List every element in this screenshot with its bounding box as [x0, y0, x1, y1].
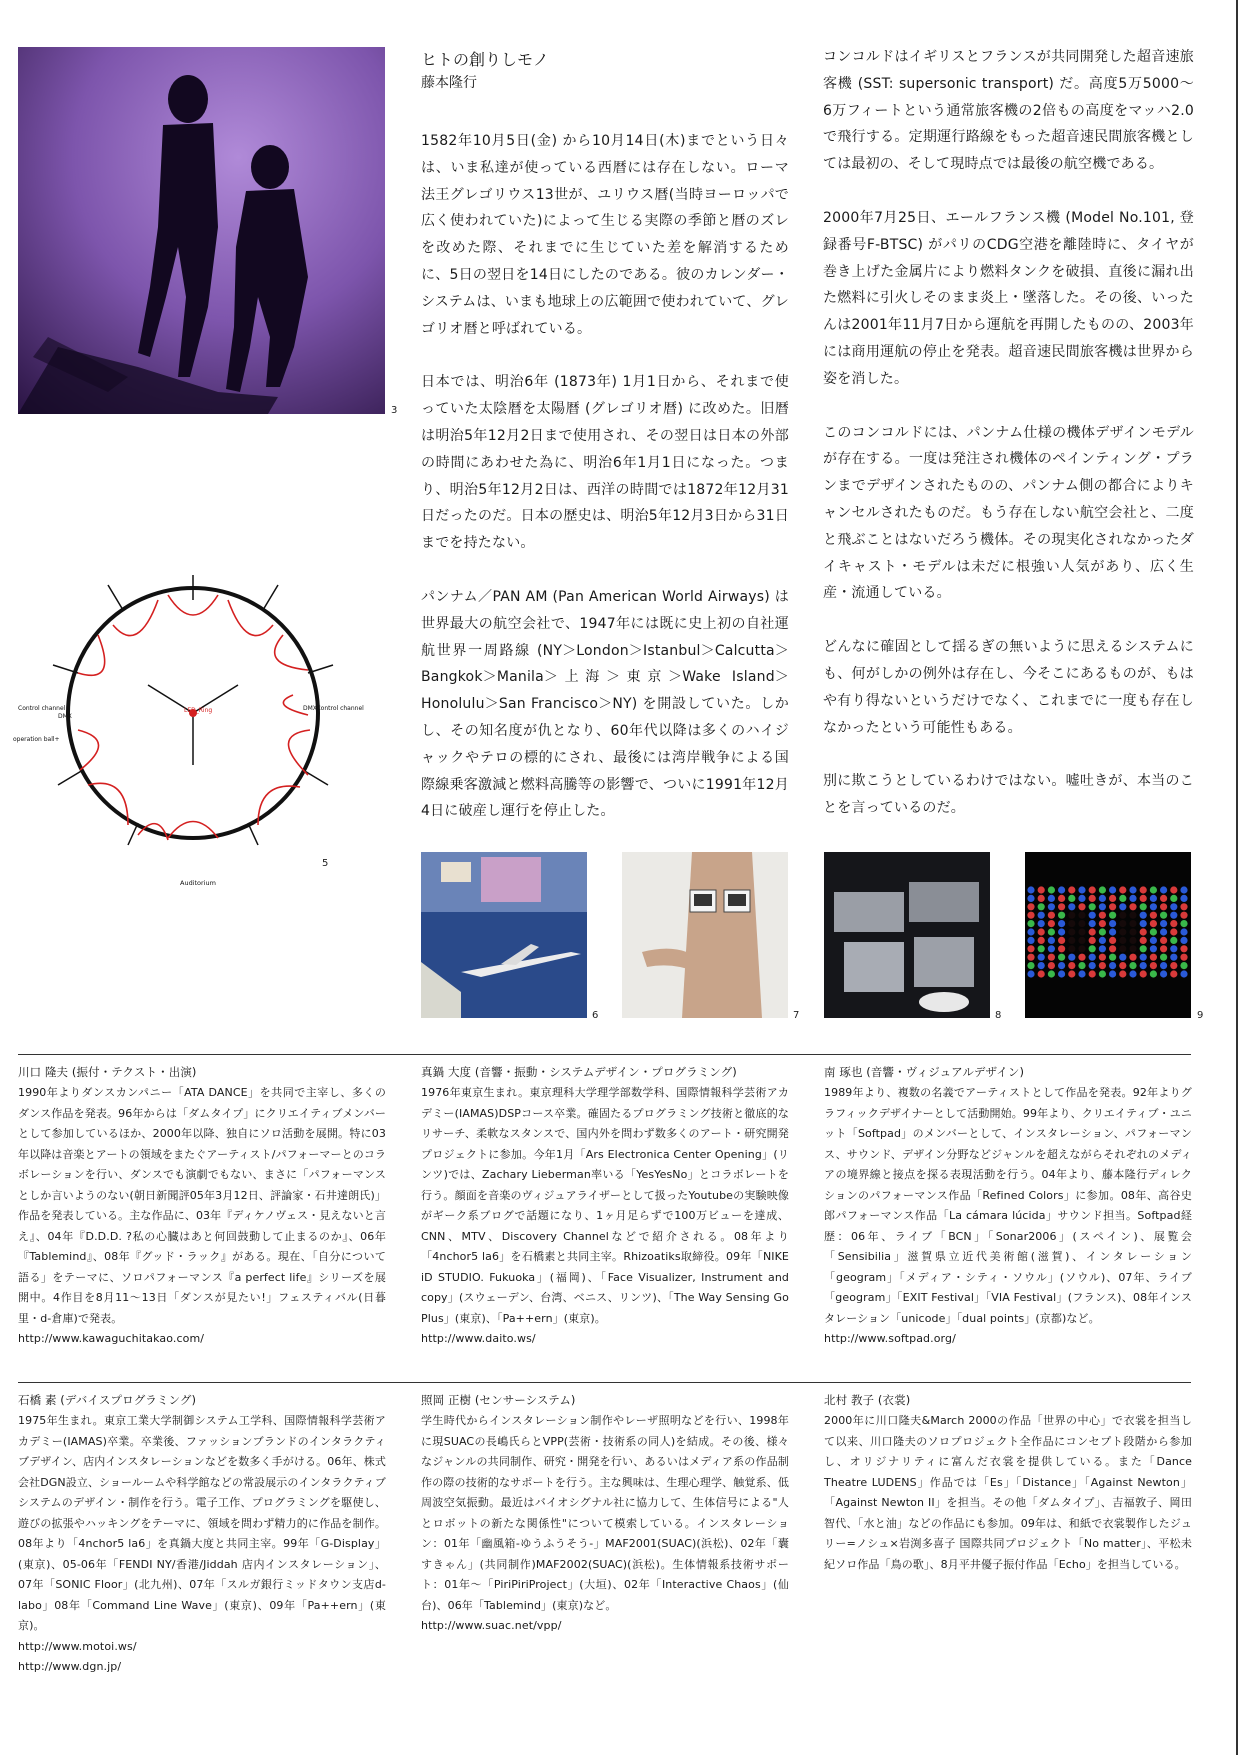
led-dot: [1048, 928, 1055, 935]
led-dot: [1150, 954, 1157, 961]
bio-url-link[interactable]: http://www.suac.net/vpp/: [421, 1619, 562, 1632]
led-dot: [1027, 970, 1034, 977]
left-channel-sub: DMX: [58, 713, 72, 720]
led-dot: [1180, 928, 1187, 935]
led-dot: [1129, 886, 1136, 893]
led-dot: [1150, 886, 1157, 893]
led-dot: [1109, 945, 1116, 952]
ring-arcs: [78, 595, 310, 840]
led-dot: [1180, 903, 1187, 910]
led-dot: [1160, 912, 1167, 919]
led-dot: [1170, 912, 1177, 919]
led-dot: [1170, 945, 1177, 952]
led-dot: [1140, 945, 1147, 952]
led-dot: [1048, 886, 1055, 893]
led-dot: [1038, 912, 1045, 919]
led-dot: [1180, 945, 1187, 952]
bio-name: 真鍋 大度 (音響・振動・システムデザイン・プログラミング): [421, 1065, 737, 1079]
essay-column-2: [823, 44, 1194, 849]
led-dot: [1109, 895, 1116, 902]
led-dot: [1099, 945, 1106, 952]
operation-label: operation ball+: [13, 736, 60, 743]
led-dot: [1140, 970, 1147, 977]
led-dot: [1068, 912, 1075, 919]
led-dot: [1109, 886, 1116, 893]
led-dot: [1058, 886, 1065, 893]
led-dot: [1078, 928, 1085, 935]
left-channel-label: Control channel: [18, 705, 66, 712]
led-dot: [1089, 954, 1096, 961]
led-dot: [1038, 886, 1045, 893]
led-dot: [1068, 945, 1075, 952]
led-dot: [1089, 903, 1096, 910]
led-dot: [1140, 954, 1147, 961]
led-dot: [1160, 954, 1167, 961]
led-dot: [1129, 903, 1136, 910]
led-dot: [1089, 895, 1096, 902]
led-dot: [1089, 962, 1096, 969]
led-dot: [1048, 895, 1055, 902]
led-dot: [1099, 886, 1106, 893]
led-dot: [1078, 912, 1085, 919]
bio-body: 1989年より、複数の名義でアーティストとして作品を発表。92年よりグラフィックデザイナーとして活動開始。99年より、クリエイティブ・ユニット「Softpad」のメンバーとして、インスタレーション、パフォーマンス、サウンド、デザイン分野などジャンルを超えながらそれぞれのメディアの境界線と接点を探る表現活動を行う。04年より、藤本隆行ディレクションのパフォーマンス作品「Refined Colors」に参加。08年、高谷史郎パフォーマンス作品「La cámara lúcida」サウンド担当。Softpad経歴：06年、ライブ「BCN」「Sonar2006」(スペイン)、展覧会「Sensibilia」滋賀県立近代美術館(滋賀)、インタレーション「geogram」「メディア・シティ・ソウル」(ソウル)、07年、ライブ「geogram」「EXIT Festival」「VIA Festival」(フランス)、08年インスタレーション「unicode」「dual points」(京都)など。: [824, 1086, 1192, 1325]
led-dot: [1129, 920, 1136, 927]
led-dot: [1160, 970, 1167, 977]
led-dot: [1160, 886, 1167, 893]
led-dot: [1058, 945, 1065, 952]
led-dot: [1180, 895, 1187, 902]
led-dot: [1129, 928, 1136, 935]
figure-number-8: 8: [995, 1010, 1002, 1021]
led-dot: [1180, 920, 1187, 927]
bio-url-link[interactable]: http://www.kawaguchitakao.com/: [18, 1332, 205, 1345]
led-dot: [1140, 962, 1147, 969]
bio-body: 学生時代からインスタレーション制作やレーザ照明などを行い、1998年に現SUACの長嶋氏らとVPP(芸術・技術系の同人)を結成。その後、様々なジャンルの共同制作、研究・開発を行い、あるいはメディア系の作品制作の際の技術的なサポートを行う。主な興味は、生理心理学、触覚系、低周波空気振動。最近はバイオシグナル社に協力して、生体信号による"人とロボットの新たな関係性"について模索している。インスタレーション：01年「幽風箱-ゆうふうそう-」MAF2001(SUAC)(浜松)、02年「囊すきゃん」(共同制作)MAF2002(SUAC)(浜松)。生体情報系技術サポート：01年〜「PiriPiriProject」(大垣)、02年「Interactive Chaos」(仙台)、06年「Tablemind」(東京)など。: [421, 1414, 789, 1612]
led-dot: [1170, 886, 1177, 893]
led-dot: [1048, 912, 1055, 919]
bio-minami: [824, 1062, 1192, 1350]
led-dot: [1109, 970, 1116, 977]
led-dot: [1048, 903, 1055, 910]
bio-url-link[interactable]: http://www.softpad.org/: [824, 1332, 956, 1345]
led-dot: [1027, 962, 1034, 969]
led-dot: [1048, 954, 1055, 961]
led-dot: [1140, 937, 1147, 944]
led-dot: [1119, 903, 1126, 910]
essay-paragraph: 日本では、明治6年 (1873年) 1月1日から、それまで使っていた太陰暦を太陽暦 (グレゴリオ暦) に改めた。旧暦は明治5年12月2日まで使用され、その翌日は日本の外部の時間にあわせた為に、明治6年1月1日になった。つまり、明治5年12月2日は、西洋の時間では1872年12月31日だったのだ。日本の歴史は、明治5年12月3日から31日までを持たない。: [421, 374, 789, 552]
led-dot: [1119, 928, 1126, 935]
bio-divider-middle: [18, 1382, 1191, 1383]
led-dot: [1140, 912, 1147, 919]
page-edge-rule: [1236, 0, 1238, 1755]
led-dot: [1068, 920, 1075, 927]
center-label: LED_Ring: [184, 707, 213, 714]
led-dot: [1170, 954, 1177, 961]
essay-header: [421, 49, 549, 93]
led-dot: [1027, 886, 1034, 893]
led-dot: [1038, 945, 1045, 952]
led-dot: [1099, 962, 1106, 969]
led-dot: [1119, 970, 1126, 977]
led-dot: [1170, 895, 1177, 902]
led-dot: [1180, 912, 1187, 919]
dancer-silhouette-photo: [18, 47, 385, 414]
led-dot: [1109, 912, 1116, 919]
led-dot: [1099, 912, 1106, 919]
led-dot: [1048, 937, 1055, 944]
led-dot: [1038, 937, 1045, 944]
led-dot: [1109, 954, 1116, 961]
led-dot: [1027, 954, 1034, 961]
led-dot: [1150, 970, 1157, 977]
auditorium-label: Auditorium: [180, 879, 216, 887]
bio-teruoka: [421, 1390, 789, 1637]
led-dot: [1119, 937, 1126, 944]
led-dot: [1078, 945, 1085, 952]
led-dot: [1119, 912, 1126, 919]
led-dot: [1170, 903, 1177, 910]
bio-name: 北村 教子 (衣裳): [824, 1393, 911, 1407]
led-dot: [1109, 903, 1116, 910]
led-dot: [1150, 912, 1157, 919]
led-dot: [1160, 945, 1167, 952]
led-dot: [1058, 937, 1065, 944]
led-dot: [1129, 954, 1136, 961]
led-dot: [1160, 920, 1167, 927]
led-dot: [1180, 970, 1187, 977]
led-dot: [1027, 928, 1034, 935]
wearable-device-photo: [622, 852, 788, 1018]
led-dot: [1160, 962, 1167, 969]
bio-name: 照岡 正樹 (センサーシステム): [421, 1393, 576, 1407]
led-dot: [1048, 945, 1055, 952]
led-dot: [1170, 920, 1177, 927]
led-dot: [1048, 962, 1055, 969]
led-matrix-photo: [1025, 852, 1191, 1018]
led-dot: [1068, 970, 1075, 977]
led-dot: [1150, 920, 1157, 927]
led-dot: [1150, 895, 1157, 902]
led-dot: [1170, 970, 1177, 977]
led-dot: [1150, 928, 1157, 935]
led-dot: [1099, 903, 1106, 910]
led-dot: [1180, 962, 1187, 969]
led-dot: [1099, 895, 1106, 902]
essay-column-1: [421, 128, 789, 852]
led-dot: [1140, 928, 1147, 935]
led-dot: [1089, 912, 1096, 919]
led-dot: [1038, 895, 1045, 902]
led-dot: [1129, 970, 1136, 977]
led-dot: [1180, 954, 1187, 961]
led-dot: [1140, 895, 1147, 902]
led-dot: [1099, 928, 1106, 935]
led-dot: [1089, 970, 1096, 977]
led-dot: [1058, 928, 1065, 935]
led-dot: [1038, 970, 1045, 977]
led-dot: [1170, 937, 1177, 944]
led-dot: [1068, 903, 1075, 910]
led-dot: [1160, 895, 1167, 902]
led-dot: [1160, 903, 1167, 910]
concorde-model-photo: [421, 852, 587, 1018]
led-dot: [1078, 962, 1085, 969]
essay-paragraph: パンナム／PAN AM (Pan American World Airways) は世界最大の航空会社で、1947年には既に史上初の自社運航世界一周路線 (NY＞London＞Istanbul＞Calcutta＞Bangkok＞Manila＞上海＞東京＞Wake Island＞Honolulu＞San Francisco＞NY) を開設していた。しかし、その知名度が仇となり、60年代以降は多くのハイジャックやテロの標的にされ、最後には湾岸戦争による国際線乗客激減と燃料高騰等の影響で、ついに1991年12月4日に破産し運行を停止した。: [421, 588, 789, 820]
led-dot: [1027, 912, 1034, 919]
led-dot: [1129, 962, 1136, 969]
speaker-array-photo: [824, 852, 990, 1018]
led-dot: [1038, 920, 1045, 927]
led-dot: [1089, 928, 1096, 935]
led-dot: [1058, 962, 1065, 969]
led-dot: [1150, 962, 1157, 969]
bio-body: 2000年に川口隆夫&March 2000の作品「世界の中心」で衣裳を担当して以来、川口隆夫のソロプロジェクト全作品にコンセプト段階から参加し、オリジナリティに富んだ衣裳を提供している。また「Dance Theatre LUDENS」作品では「Es」「Distance」「Against Newton」「Against Newton II」を担当。その他「ダムタイプ」、吉福敦子、岡田智代、「水と油」などの作品にも参加。09年は、和紙で衣裳製作したジュリー=ノシュ×岩渕多喜子 国際共同プロジェクト「No matter」、平松未紀ソロ作品「鳥の歌」、8月平井優子振付作品「Echo」を担当している。: [824, 1414, 1192, 1571]
led-dot: [1150, 937, 1157, 944]
figure-number-5: 5: [322, 858, 329, 869]
led-dot: [1180, 886, 1187, 893]
led-dot: [1038, 962, 1045, 969]
led-dot: [1160, 937, 1167, 944]
led-dot: [1078, 937, 1085, 944]
led-dot: [1027, 903, 1034, 910]
essay-paragraph: どんなに確固として揺るぎの無いように思えるシステムにも、何がしかの例外は存在し、今そこにあるものが、もはや有り得ないというだけでなく、これまでに一度も存在しなかったという可能性もある。: [823, 639, 1194, 736]
bio-url-link-2[interactable]: http://www.dgn.jp/: [18, 1660, 122, 1673]
bio-manabe: [421, 1062, 789, 1350]
essay-paragraph: 2000年7月25日、エールフランス機 (Model No.101, 登録番号F-BTSC) がパリのCDG空港を離陸時に、タイヤが巻き上げた金属片により燃料タンクを破損、直後に漏れ出た燃料に引火しそのまま炎上・墜落した。その後、いったんは2001年11月7日から運航を再開したものの、2003年には商用運航の停止を発表。超音速民間旅客機は世界から姿を消した。: [823, 209, 1194, 387]
led-dot: [1068, 962, 1075, 969]
bio-body: 1976年東京生まれ。東京理科大学理学部数学科、国際情報科学芸術アカデミー(IAMAS)DSPコース卒業。確固たるプログラミング技術と徹底的なリサーチ、柔軟なスタンスで、国内外を問わず数多くのアート・研究開発プロジェクトに参加。今年1月「Ars Electronica Center Opening」(リンツ)では、Zachary Lieberman率いる「YesYesNo」とコラボレートを行う。顔面を音楽のヴィジュアライザーとして扱ったYoutubeの実験映像がギーク系ブログで話題になり、1ヶ月足らずで100万ビューを達成、CNN、MTV、Discovery Channelなどで紹介される。08年より「4nchor5 la6」を石橋素と共同主宰。Rhizoatiks取締役。09年「NIKE iD STUDIO. Fukuoka」(福岡)、「Face Visualizer, Instrument and copy」(スウェーデン、台湾、ベニス、リンツ)、「The Way Sensing Go Plus」(東京)、「Pa++ern」(東京)。: [421, 1086, 789, 1325]
essay-paragraph: 1582年10月5日(金) から10月14日(木)までという日々は、いま私達が使っている西暦には存在しない。ローマ法王グレゴリウス13世が、ユリウス暦(当時ヨーロッパで広く使われていた)によって生じる実際の季節と暦のズレを改めた際、それまでに生じていた差を解消するために、5日の翌日を14日にしたのである。彼のカレンダー・システムは、いまも地球上の広範囲で使われていて、グレゴリオ暦と呼ばれている。: [421, 133, 789, 337]
led-dot: [1027, 920, 1034, 927]
led-dot: [1048, 970, 1055, 977]
led-dot: [1129, 912, 1136, 919]
essay-author: 藤本隆行: [421, 75, 477, 91]
led-dot: [1109, 962, 1116, 969]
led-dot: [1180, 937, 1187, 944]
bio-name: 川口 隆夫 (振付・テクスト・出演): [18, 1065, 197, 1079]
led-dot: [1048, 920, 1055, 927]
bio-divider-top: [18, 1054, 1191, 1055]
led-dot: [1129, 937, 1136, 944]
led-dot: [1099, 920, 1106, 927]
led-dot: [1068, 895, 1075, 902]
led-dot: [1068, 886, 1075, 893]
led-dot: [1119, 895, 1126, 902]
led-dot: [1129, 945, 1136, 952]
led-dot: [1058, 970, 1065, 977]
led-dot: [1119, 945, 1126, 952]
led-dot: [1099, 970, 1106, 977]
led-dot: [1109, 928, 1116, 935]
figure-number-6: 6: [592, 1010, 599, 1021]
led-dot: [1078, 970, 1085, 977]
bio-kitamura: [824, 1390, 1192, 1575]
led-dot: [1078, 920, 1085, 927]
led-dot: [1027, 895, 1034, 902]
essay-title: ヒトの創りしモノ: [421, 50, 549, 69]
led-dot: [1140, 903, 1147, 910]
led-dot: [1099, 937, 1106, 944]
led-dot: [1078, 903, 1085, 910]
led-dot: [1140, 920, 1147, 927]
bio-kawaguchi: [18, 1062, 386, 1350]
led-dot: [1078, 886, 1085, 893]
led-dot: [1058, 954, 1065, 961]
right-channel-label: DMXControl channel: [303, 705, 364, 712]
led-dot: [1038, 954, 1045, 961]
figure-number-7: 7: [793, 1010, 800, 1021]
led-dot: [1058, 912, 1065, 919]
led-dot: [1119, 920, 1126, 927]
led-dot: [1068, 937, 1075, 944]
led-dot: [1129, 895, 1136, 902]
bio-url-link[interactable]: http://www.daito.ws/: [421, 1332, 536, 1345]
led-dot: [1089, 945, 1096, 952]
bio-name: 石橋 素 (デバイスプログラミング): [18, 1393, 197, 1407]
led-dot: [1170, 928, 1177, 935]
bio-url-link[interactable]: http://www.motoi.ws/: [18, 1639, 137, 1653]
led-dot: [1099, 954, 1106, 961]
led-dot: [1109, 920, 1116, 927]
led-dot: [1140, 886, 1147, 893]
led-dot: [1089, 886, 1096, 893]
led-dot: [1109, 937, 1116, 944]
led-dot: [1078, 954, 1085, 961]
figure-number-9: 9: [1197, 1010, 1204, 1021]
led-dot: [1089, 937, 1096, 944]
bio-name: 南 琢也 (音響・ヴィジュアルデザイン): [824, 1065, 1025, 1079]
bio-ishibashi: [18, 1390, 386, 1678]
led-dot: [1160, 928, 1167, 935]
led-dot: [1170, 962, 1177, 969]
dmx-channel-ring-diagram: [13, 555, 364, 890]
led-dot: [1150, 945, 1157, 952]
led-dot: [1119, 954, 1126, 961]
led-dot: [1038, 903, 1045, 910]
led-dot: [1089, 920, 1096, 927]
led-dot: [1119, 962, 1126, 969]
essay-paragraph: このコンコルドには、パンナム仕様の機体デザインモデルが存在する。一度は発注され機体のペインティング・プランまでデザインされたものの、パンナム側の都合によりキャンセルされたものだ。もう存在しない航空会社と、二度と飛ぶことはないだろう機体。その現実化されなかったダイキャスト・モデルは未だに根強い人気があり、広く生産・流通している。: [823, 424, 1194, 602]
essay-paragraph: コンコルドはイギリスとフランスが共同開発した超音速旅客機 (SST: supersonic transport) だ。高度5万5000〜6万フィートという通常旅客機の2倍もの高度をマッハ2.0で飛行する。定期運行路線をもった超音速民間旅客機としては最初の、そして現時点では最後の航空機である。: [823, 49, 1194, 173]
led-dot: [1027, 945, 1034, 952]
led-dot: [1058, 903, 1065, 910]
led-dot: [1027, 937, 1034, 944]
bio-body: 1990年よりダンスカンパニー「ATA DANCE」を共同で主宰し、多くのダンス作品を発表。96年からは「ダムタイプ」にクリエイティブメンバーとして参加しているほか、2000年以降、独自にソロ活動を展開。特に03年以降は音楽とアートの領域をまたぐアーティスト/パフォーマーとのコラボレーションを行い、ダンスでも演劇でもない、まさに「パフォーマンスとしか言いようのない(朝日新聞評05年3月12日、評論家・石井達朗氏)」作品を発表している。主な作品に、03年『ディケノヴェス・見えないと言え』、04年『D.D.D. ?私の心臓はあと何回鼓動して止まるのか』、06年『Tablemind』、08年『グッド・ラック』がある。現在、「自分について語る」をテーマに、ソロパフォーマンス『a perfect life』シリーズを展開中。4作目を8月11〜13日「ダンスが見たい!」フェスティバル(日暮里・d-倉庫)で発表。: [18, 1086, 387, 1325]
bio-body: 1975年生まれ。東京工業大学制御システム工学科、国際情報科学芸術アカデミー(IAMAS)卒業。卒業後、ファッションブランドのインタラクティブデザイン、店内インスタレーションなどを数多く手がける。06年、株式会社DGN設立、ショールームや科学館などの常設展示のインタラクティブシステムのデザイン・制作を行う。電子工作、プログラミングを駆使し、遊びの拡張やハッキングをテーマに、領域を問わず精力的に作品を制作。08年より「4nchor5 la6」を真鍋大度と共同主宰。99年「G-Display」(東京)、05-06年「FENDI NY/香港/Jiddah 店内インスタレーション」、07年「SONIC Floor」(北九州)、07年「スルガ銀行ミッドタウン支店d-labo」08年「Command Line Wave」(東京)、09年「Pa++ern」(東京)。: [18, 1414, 386, 1632]
led-dot: [1068, 928, 1075, 935]
led-dot: [1058, 895, 1065, 902]
led-dot: [1068, 954, 1075, 961]
led-dot: [1150, 903, 1157, 910]
led-dot: [1038, 928, 1045, 935]
essay-paragraph: 別に欺こうとしているわけではない。嘘吐きが、本当のことを言っているのだ。: [823, 773, 1194, 817]
led-dot: [1119, 886, 1126, 893]
figure-number-3: 3: [391, 405, 398, 416]
led-dot: [1058, 920, 1065, 927]
led-dot: [1078, 895, 1085, 902]
